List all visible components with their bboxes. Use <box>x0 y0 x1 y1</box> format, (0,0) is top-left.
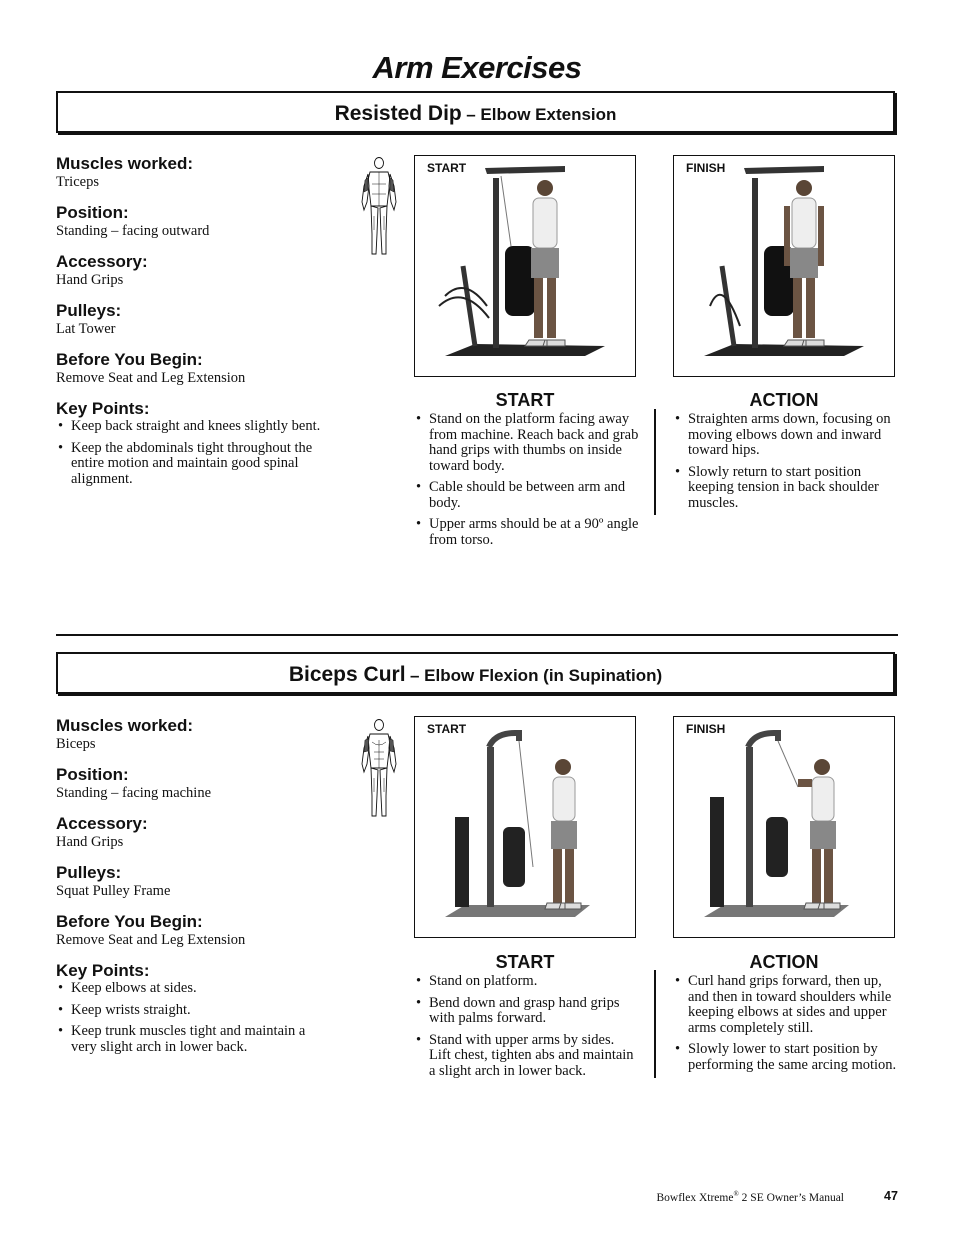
info-value: Hand Grips <box>56 834 124 850</box>
info-value: Standing – facing outward <box>56 223 210 239</box>
info-label: Muscles worked: <box>56 154 193 173</box>
info-value: Standing – facing machine <box>56 785 212 801</box>
start-steps <box>414 974 639 1085</box>
machine-illustration <box>674 717 895 938</box>
section-divider <box>56 634 898 636</box>
key-point: • Keep back straight and knees slightly bent. <box>56 419 326 435</box>
info-value: Remove Seat and Leg Extension <box>56 370 246 386</box>
key-point: • Keep trunk muscles tight and maintain a very slight arch in lower back. <box>56 1024 326 1055</box>
action-steps <box>673 412 898 517</box>
start-step: • Stand on the platform facing away from machine. Reach back and grab hand grips with thumbs on inside toward body. <box>414 412 639 474</box>
info-label: Pulleys: <box>56 863 122 882</box>
key-points-list <box>56 981 326 1055</box>
start-heading: START <box>495 952 555 972</box>
page-title: Arm Exercises <box>372 50 582 85</box>
key-point: • Keep elbows at sides. <box>56 981 326 997</box>
action-step: • Slowly lower to start position by performing the same arcing motion. <box>673 1042 898 1073</box>
start-step: • Stand on platform. <box>414 974 639 990</box>
column-divider <box>654 970 656 1078</box>
info-value: Remove Seat and Leg Extension <box>56 932 246 948</box>
action-step: • Slowly return to start position keeping tension in back shoulder muscles. <box>673 465 898 512</box>
machine-illustration <box>415 156 636 377</box>
photo-biceps-curl-finish <box>673 716 895 938</box>
footer-manual-name <box>657 1190 845 1204</box>
photo-biceps-curl-start <box>414 716 636 938</box>
anatomy-figure-front-icon <box>360 718 398 822</box>
action-step: • Straighten arms down, focusing on moving elbows down and inward toward hips. <box>673 412 898 459</box>
footer-suffix: 2 SE Owner’s Manual <box>738 1191 844 1204</box>
key-points-label: Key Points: <box>56 399 150 418</box>
info-label: Accessory: <box>56 252 148 271</box>
info-label: Position: <box>56 765 129 784</box>
info-value: Hand Grips <box>56 272 124 288</box>
info-label: Muscles worked: <box>56 716 193 735</box>
section-subtitle: – Elbow Flexion (in Supination) <box>409 666 663 685</box>
info-label: Accessory: <box>56 814 148 833</box>
machine-illustration <box>415 717 636 938</box>
section-title: Resisted Dip <box>334 102 462 125</box>
section-subtitle: – Elbow Extension <box>466 105 617 124</box>
start-step: • Stand with upper arms by sides. Lift chest, tighten abs and maintain a slight arch in lower back. <box>414 1033 639 1080</box>
key-point: • Keep the abdominals tight throughout the entire motion and maintain good spinal alignment. <box>56 441 326 488</box>
photo-resisted-dip-finish <box>673 155 895 377</box>
action-step: • Curl hand grips forward, then up, and then in toward shoulders while keeping elbows at sides and upper arms completely still. <box>673 974 898 1036</box>
info-label: Before You Begin: <box>56 912 203 931</box>
action-heading: ACTION <box>749 952 819 972</box>
action-heading: ACTION <box>749 390 819 410</box>
key-points-label: Key Points: <box>56 961 150 980</box>
exercise-info-biceps-curl <box>56 716 326 1061</box>
start-steps <box>414 412 639 554</box>
info-value: Biceps <box>56 736 96 752</box>
key-points-list <box>56 419 326 487</box>
action-steps <box>673 974 898 1079</box>
machine-illustration <box>674 156 895 377</box>
page-number: 47 <box>884 1189 898 1203</box>
footer-brand: Bowflex Xtreme <box>656 1191 734 1204</box>
info-label: Position: <box>56 203 129 222</box>
section-header-biceps-curl <box>56 652 895 694</box>
section-header-resisted-dip <box>56 91 895 133</box>
photo-tag-finish: FINISH <box>686 722 726 736</box>
exercise-info-resisted-dip <box>56 154 326 493</box>
column-divider <box>654 409 656 515</box>
photo-tag-start: START <box>427 722 467 736</box>
info-label: Before You Begin: <box>56 350 203 369</box>
info-label: Pulleys: <box>56 301 122 320</box>
info-value: Squat Pulley Frame <box>56 883 171 899</box>
section-title: Biceps Curl <box>288 663 406 686</box>
info-value: Lat Tower <box>56 321 116 337</box>
start-step: • Cable should be between arm and body. <box>414 480 639 511</box>
start-step: • Upper arms should be at a 90º angle from torso. <box>414 517 639 548</box>
registered-mark: ® <box>733 1190 739 1198</box>
start-step: • Bend down and grasp hand grips with palms forward. <box>414 996 639 1027</box>
anatomy-figure-back-icon <box>360 156 398 260</box>
photo-resisted-dip-start <box>414 155 636 377</box>
key-point: • Keep wrists straight. <box>56 1003 326 1019</box>
start-heading: START <box>495 390 555 410</box>
photo-tag-finish: FINISH <box>686 161 726 175</box>
info-value: Triceps <box>56 174 99 190</box>
photo-tag-start: START <box>427 161 467 175</box>
